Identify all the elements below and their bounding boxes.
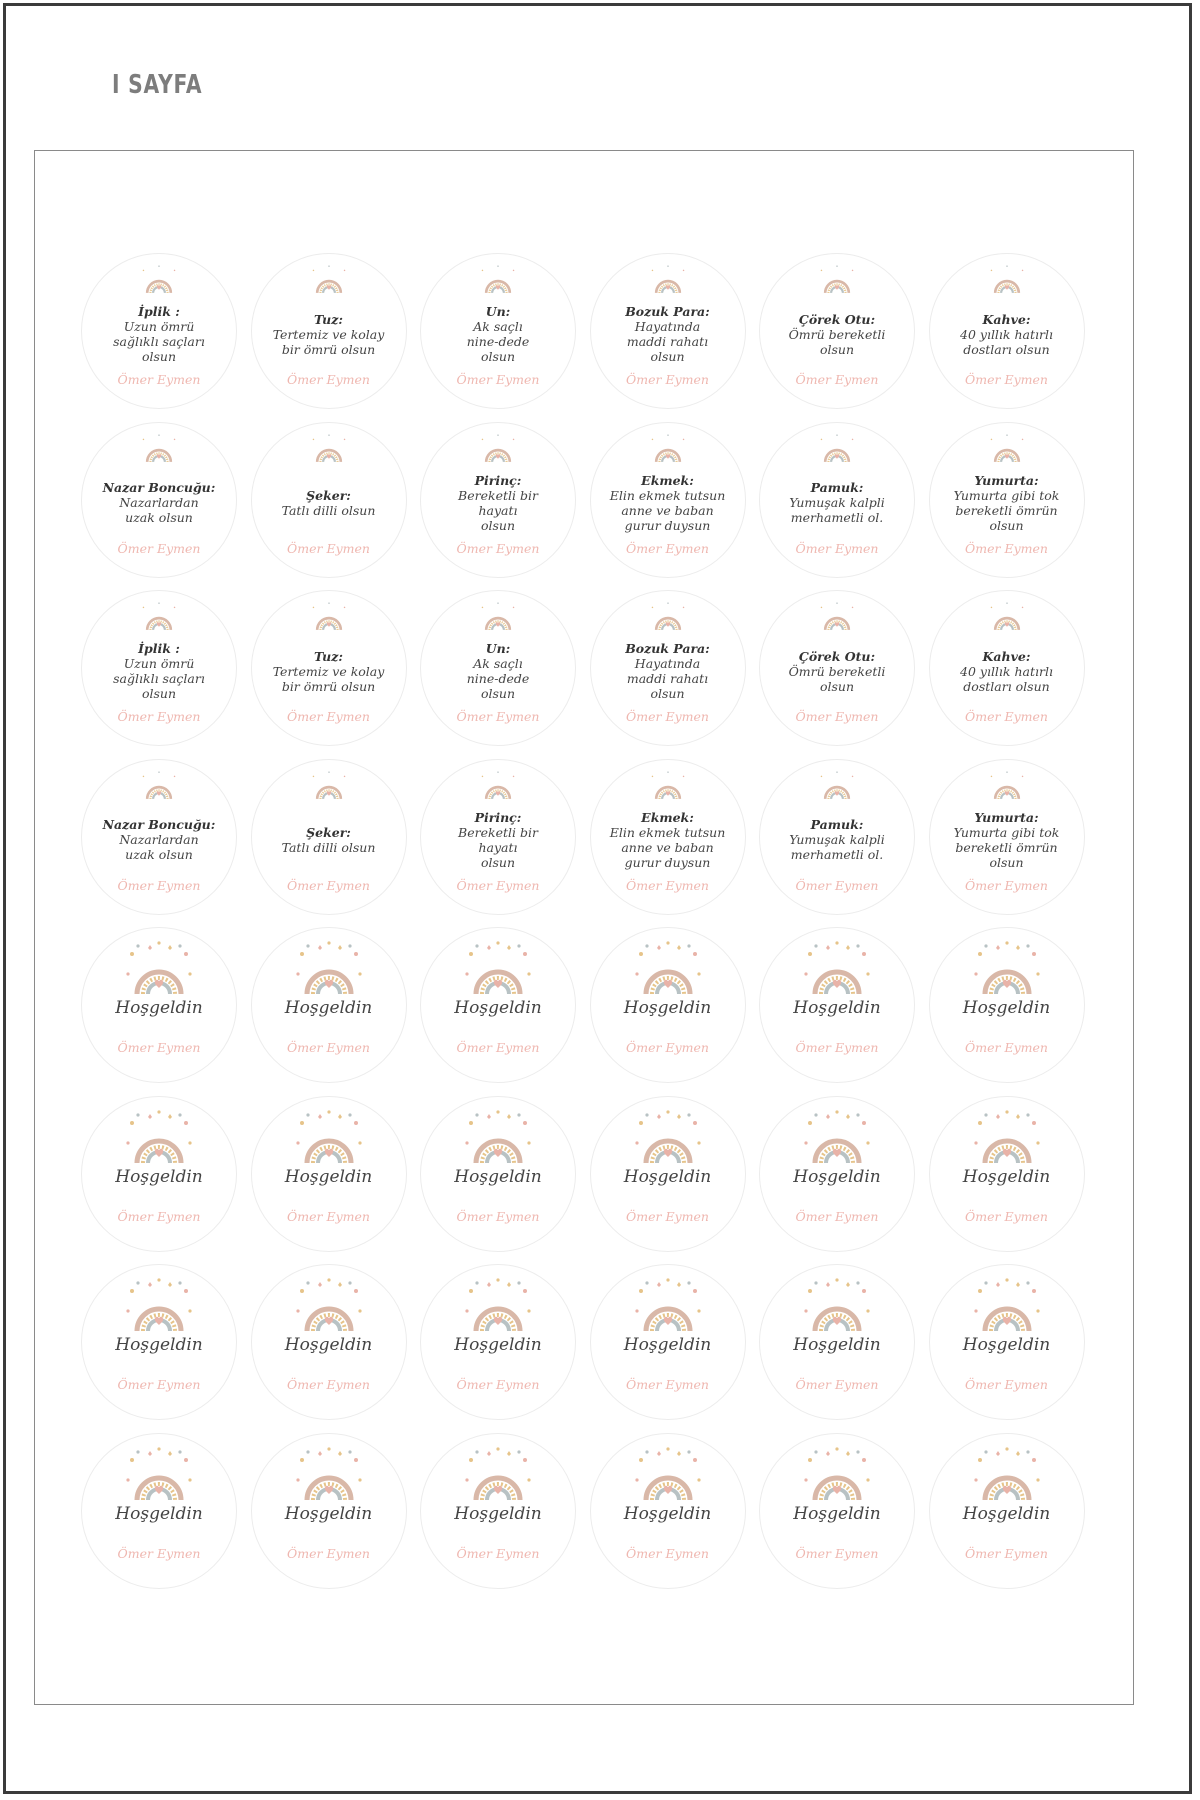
rainbow-icon [802,1277,872,1333]
rainbow-icon [802,940,872,996]
rainbow-icon [648,601,688,631]
baby-name: Ömer Eymen [287,1545,370,1561]
rainbow-icon [648,770,688,800]
welcome-sticker [759,1264,915,1420]
item-title: Un: [485,641,511,656]
item-title: Kahve: [982,648,1031,664]
welcome-text: Hoşgeldin [793,1503,881,1524]
wish-text-block [100,463,218,543]
welcome-sticker [251,1433,407,1589]
item-wish: Tatlı dilli olsun [281,839,376,855]
item-wish: Yumurta gibi tok bereketli ömrün olsun [953,824,1060,870]
baby-name: Ömer Eymen [117,1545,201,1561]
welcome-sticker [590,927,746,1083]
rainbow-icon [987,433,1027,463]
rainbow-icon [309,264,349,294]
baby-name: Ömer Eymen [795,1377,879,1392]
baby-name: Ömer Eymen [626,1208,709,1224]
item-title: Ekmek: [641,472,694,488]
wish-sticker [420,590,576,746]
welcome-sticker [251,927,407,1083]
wish-sticker [81,422,237,578]
wish-sticker [929,422,1085,578]
item-wish: Hayatında maddi rahatı olsun [626,656,709,701]
baby-name: Ömer Eymen [287,709,370,724]
welcome-sticker [759,927,915,1083]
item-wish: Ömrü bereketli olsun [788,663,886,694]
baby-name: Ömer Eymen [965,1040,1048,1055]
rainbow-icon [294,1277,364,1333]
welcome-text: Hoşgeldin [454,1166,542,1187]
wish-text-block [948,631,1066,711]
wish-text-block [609,294,727,374]
rainbow-icon [817,770,857,800]
item-title: Çörek Otu: [798,311,876,327]
welcome-sticker [590,1096,746,1252]
item-wish: Nazarlardan uzak olsun [119,495,199,525]
rainbow-icon [648,264,688,294]
baby-name: Ömer Eymen [626,709,709,724]
item-wish: Ak saçlı nine-dede olsun [466,656,530,701]
welcome-sticker [590,1264,746,1420]
rainbow-icon [139,264,179,294]
rainbow-icon [633,1277,703,1333]
welcome-text: Hoşgeldin [793,1166,881,1187]
wish-sticker [251,590,407,746]
welcome-text: Hoşgeldin [962,998,1051,1018]
wish-sticker [759,422,915,578]
item-wish: Yumuşak kalpli merhametli ol. [789,832,885,862]
baby-name: Ömer Eymen [456,1040,540,1055]
wish-sticker [251,759,407,915]
welcome-sticker [759,1433,915,1589]
rainbow-icon [987,770,1027,800]
item-wish: 40 yıllık hatırlı dostları olsun [960,326,1053,357]
item-wish: Elin ekmek tutsun anne ve baban gurur duysun [609,824,726,870]
rainbow-icon [817,433,857,463]
wish-text-block [778,631,896,711]
wish-text-block [948,294,1066,374]
baby-name: Ömer Eymen [965,540,1048,556]
rainbow-icon [817,264,857,294]
wish-sticker [420,759,576,915]
wish-sticker [420,253,576,409]
rainbow-icon [478,264,518,294]
item-title: Pamuk: [810,817,864,832]
item-wish: Bereketli bir hayatı olsun [458,487,538,533]
welcome-text: Hoşgeldin [115,1335,203,1355]
welcome-sticker [81,927,237,1083]
baby-name: Ömer Eymen [287,1377,370,1392]
item-title: Nazar Boncuğu: [102,817,216,832]
item-wish: Elin ekmek tutsun anne ve baban gurur duysun [609,487,726,533]
rainbow-icon [139,770,179,800]
wish-sticker [81,253,237,409]
welcome-text: Hoşgeldin [284,998,373,1018]
item-wish: 40 yıllık hatırlı dostları olsun [960,663,1053,694]
baby-name: Ömer Eymen [117,1377,201,1392]
baby-name: Ömer Eymen [965,1545,1048,1561]
baby-name: Ömer Eymen [117,1208,201,1224]
item-title: Ekmek: [641,809,694,825]
baby-name: Ömer Eymen [795,1545,879,1561]
rainbow-icon [294,940,364,996]
item-title: Şeker: [306,824,351,840]
wish-sticker [590,759,746,915]
item-wish: Nazarlardan uzak olsun [119,832,199,862]
baby-name: Ömer Eymen [626,1040,709,1055]
baby-name: Ömer Eymen [287,1040,370,1055]
wish-sticker [590,253,746,409]
wish-sticker [590,590,746,746]
wish-sticker [929,253,1085,409]
wish-text-block [100,631,218,711]
baby-name: Ömer Eymen [795,709,879,724]
baby-name: Ömer Eymen [456,372,540,387]
welcome-sticker [929,1096,1085,1252]
wish-text-block [100,294,218,374]
wish-text-block [100,800,218,880]
baby-name: Ömer Eymen [626,540,709,556]
welcome-text: Hoşgeldin [284,1503,373,1524]
welcome-text: Hoşgeldin [962,1503,1051,1524]
welcome-text: Hoşgeldin [623,1166,712,1187]
welcome-sticker [929,1433,1085,1589]
welcome-text: Hoşgeldin [454,1503,542,1524]
baby-name: Ömer Eymen [456,1377,540,1392]
rainbow-icon [309,433,349,463]
welcome-text: Hoşgeldin [115,1166,203,1187]
rainbow-icon [124,1277,194,1333]
welcome-sticker [81,1264,237,1420]
wish-text-block [609,800,727,880]
wish-text-block [270,463,388,543]
baby-name: Ömer Eymen [287,372,370,387]
baby-name: Ömer Eymen [965,709,1048,724]
welcome-text: Hoşgeldin [115,1503,203,1524]
baby-name: Ömer Eymen [795,1208,879,1224]
item-wish: Hayatında maddi rahatı olsun [626,319,709,364]
rainbow-icon [478,601,518,631]
wish-sticker [81,590,237,746]
baby-name: Ömer Eymen [795,540,879,556]
welcome-text: Hoşgeldin [623,998,712,1018]
wish-text-block [948,463,1066,543]
wish-text-block [948,800,1066,880]
item-title: Çörek Otu: [798,648,876,664]
item-wish: Bereketli bir hayatı olsun [458,824,538,870]
item-wish: Ak saçlı nine-dede olsun [466,319,530,364]
baby-name: Ömer Eymen [287,540,370,556]
item-wish: Yumurta gibi tok bereketli ömrün olsun [953,487,1060,533]
rainbow-icon [478,433,518,463]
sticker-grid [35,151,1133,1704]
item-wish: Ömrü bereketli olsun [788,326,886,357]
item-title: Kahve: [982,311,1031,327]
wish-sticker [929,759,1085,915]
baby-name: Ömer Eymen [456,877,540,893]
wish-sticker [251,422,407,578]
item-title: Nazar Boncuğu: [102,480,216,495]
welcome-sticker [759,1096,915,1252]
wish-sticker [251,253,407,409]
item-wish: Uzun ömrü sağlıklı saçları olsun [113,319,205,364]
item-title: Yumurta: [974,472,1039,488]
rainbow-icon [309,601,349,631]
rainbow-icon [294,1109,364,1165]
welcome-sticker [251,1096,407,1252]
rainbow-icon [124,1109,194,1165]
baby-name: Ömer Eymen [456,709,540,724]
rainbow-icon [463,1446,533,1502]
baby-name: Ömer Eymen [965,1208,1048,1224]
welcome-text: Hoşgeldin [284,1335,373,1355]
rainbow-icon [463,940,533,996]
wish-text-block [270,631,388,711]
baby-name: Ömer Eymen [117,877,201,893]
rainbow-icon [987,601,1027,631]
baby-name: Ömer Eymen [117,709,201,724]
wish-text-block [270,800,388,880]
item-title: İplik : [138,641,180,656]
wish-sticker [759,590,915,746]
wish-text-block [778,463,896,543]
baby-name: Ömer Eymen [456,1208,540,1224]
item-title: Şeker: [306,487,351,503]
baby-name: Ömer Eymen [795,372,879,387]
baby-name: Ömer Eymen [795,877,879,893]
item-title: Pirinç: [474,809,522,825]
rainbow-icon [648,433,688,463]
baby-name: Ömer Eymen [626,1545,709,1561]
welcome-sticker [420,1264,576,1420]
item-title: Un: [485,304,511,319]
rainbow-icon [309,770,349,800]
rainbow-icon [987,264,1027,294]
welcome-text: Hoşgeldin [793,998,881,1018]
item-wish: Tatlı dilli olsun [281,502,376,518]
rainbow-icon [633,1446,703,1502]
baby-name: Ömer Eymen [626,372,709,387]
item-title: Yumurta: [974,809,1039,825]
item-title: Pirinç: [474,472,522,488]
welcome-sticker [251,1264,407,1420]
wish-text-block [609,631,727,711]
baby-name: Ömer Eymen [456,1545,540,1561]
wish-sticker [759,253,915,409]
wish-text-block [439,294,557,374]
rainbow-icon [463,1277,533,1333]
rainbow-icon [124,1446,194,1502]
item-wish: Uzun ömrü sağlıklı saçları olsun [113,656,205,701]
rainbow-icon [972,1446,1042,1502]
baby-name: Ömer Eymen [626,877,709,893]
wish-text-block [778,294,896,374]
wish-text-block [439,631,557,711]
sticker-sheet [34,150,1134,1705]
baby-name: Ömer Eymen [965,877,1048,893]
wish-sticker [81,759,237,915]
welcome-sticker [81,1096,237,1252]
welcome-text: Hoşgeldin [623,1335,712,1355]
item-title: Pamuk: [810,480,864,495]
rainbow-icon [478,770,518,800]
rainbow-icon [972,1109,1042,1165]
baby-name: Ömer Eymen [287,877,370,893]
rainbow-icon [139,433,179,463]
rainbow-icon [124,940,194,996]
welcome-text: Hoşgeldin [962,1166,1051,1187]
welcome-text: Hoşgeldin [623,1503,712,1524]
welcome-text: Hoşgeldin [284,1166,373,1187]
page-heading: I SAYFA [112,70,203,100]
wish-sticker [420,422,576,578]
baby-name: Ömer Eymen [626,1377,709,1392]
rainbow-icon [972,1277,1042,1333]
rainbow-icon [817,601,857,631]
welcome-sticker [929,927,1085,1083]
item-title: Bozuk Para: [625,641,710,656]
wish-text-block [778,800,896,880]
baby-name: Ömer Eymen [287,1208,370,1224]
welcome-sticker [81,1433,237,1589]
item-wish: Tertemiz ve kolay bir ömrü olsun [272,663,385,694]
baby-name: Ömer Eymen [965,372,1048,387]
baby-name: Ömer Eymen [456,540,540,556]
item-title: Tuz: [314,648,343,664]
rainbow-icon [139,601,179,631]
rainbow-icon [633,1109,703,1165]
welcome-text: Hoşgeldin [793,1335,881,1355]
welcome-text: Hoşgeldin [962,1335,1051,1355]
item-title: İplik : [138,304,180,319]
wish-sticker [759,759,915,915]
wish-sticker [590,422,746,578]
rainbow-icon [633,940,703,996]
baby-name: Ömer Eymen [795,1040,879,1055]
baby-name: Ömer Eymen [117,372,201,387]
rainbow-icon [463,1109,533,1165]
wish-sticker [929,590,1085,746]
welcome-sticker [420,927,576,1083]
baby-name: Ömer Eymen [117,1040,201,1055]
wish-text-block [439,800,557,880]
welcome-text: Hoşgeldin [454,1335,542,1355]
welcome-sticker [420,1433,576,1589]
wish-text-block [439,463,557,543]
wish-text-block [609,463,727,543]
rainbow-icon [294,1446,364,1502]
wish-text-block [270,294,388,374]
welcome-text: Hoşgeldin [454,998,542,1018]
item-wish: Yumuşak kalpli merhametli ol. [789,495,885,525]
rainbow-icon [802,1446,872,1502]
rainbow-icon [972,940,1042,996]
welcome-sticker [590,1433,746,1589]
baby-name: Ömer Eymen [965,1377,1048,1392]
welcome-sticker [929,1264,1085,1420]
welcome-text: Hoşgeldin [115,998,203,1018]
welcome-sticker [420,1096,576,1252]
item-wish: Tertemiz ve kolay bir ömrü olsun [272,326,385,357]
item-title: Tuz: [314,311,343,327]
rainbow-icon [802,1109,872,1165]
item-title: Bozuk Para: [625,304,710,319]
baby-name: Ömer Eymen [117,540,201,556]
